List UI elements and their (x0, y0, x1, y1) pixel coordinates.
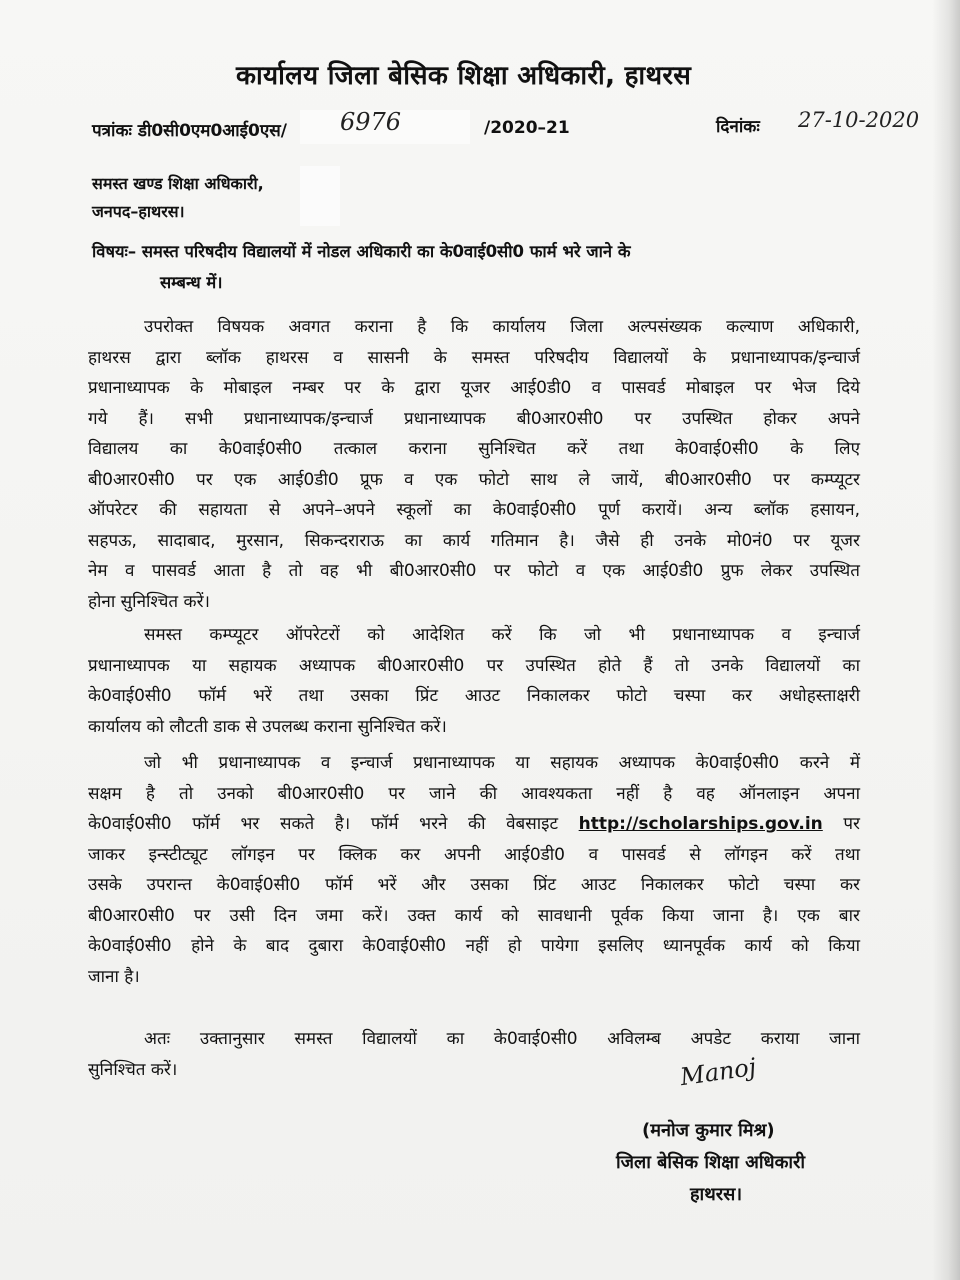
paragraph-1 (88, 312, 860, 617)
redaction-patch-2 (300, 166, 340, 226)
subject-line-2: सम्बन्ध में। (160, 273, 223, 292)
paragraph-line: अतः उक्तानुसार समस्त विद्यालयों का के0वाई0सी0 अविलम्ब अपडेट कराया जाना (144, 1029, 860, 1049)
handwritten-signature: Manoj (678, 1052, 758, 1092)
signer-name: (मनोज कुमार मिश्र) (642, 1120, 775, 1141)
paragraph-line: समस्त कम्प्यूटर ऑपरेटरों को आदेशित करें कि जो भी प्रधानाध्यापक व इन्चार्ज (144, 625, 860, 645)
paragraph-text: के0वाई0सी0 फॉर्म भर सकते है। फॉर्म भरने की वेबसाइट (88, 814, 559, 834)
paragraph-line: प्रधानाध्यापक या सहायक अध्यापक बी0आर0सी0 पर उपस्थित होते हैं तो उनके विद्यालयों का (88, 655, 860, 676)
paragraph-line: जो भी प्रधानाध्यापक व इन्चार्ज प्रधानाध्यापक या सहायक अध्यापक के0वाई0सी0 करने में (144, 753, 860, 773)
paragraph-line: सक्षम है तो उनको बी0आर0सी0 पर जाने की आवश्यकता नहीं है वह ऑनलाइन अपना (88, 783, 860, 804)
paragraph-line: जाकर इन्स्टीट्यूट लॉगइन पर क्लिक कर अपनी आई0डी0 व पासवर्ड से लॉगइन करें तथा (88, 844, 860, 865)
reference-number-handwritten: 6976 (340, 108, 402, 136)
paragraph-line: सहपऊ, सादाबाद, मुरसान, सिकन्दराराऊ का कार्य गतिमान है। जैसे ही उनके मो0नं0 पर यूजर (88, 530, 860, 551)
paragraph-line: सुनिश्चित करें। (88, 1059, 178, 1080)
office-title: कार्यालय जिला बेसिक शिक्षा अधिकारी, हाथरस (236, 61, 692, 91)
paragraph-line: के0वाई0सी0 होने के बाद दुबारा के0वाई0सी0 नहीं हो पायेगा इसलिए ध्यानपूर्वक कार्य को किया (88, 936, 860, 956)
subject-line-1: विषयः– समस्त परिषदीय विद्यालयों में नोडल अधिकारी का के0वाई0सी0 फार्म भरे जाने के (92, 242, 631, 261)
paragraph-text: पर (843, 814, 860, 834)
paragraph-line: नेम व पासवर्ड आता है तो वह भी बी0आर0सी0 पर फोटो व एक आई0डी0 प्रुफ लेकर उपस्थित (88, 561, 860, 581)
scholarship-website-link[interactable]: http://scholarships.gov.in (578, 814, 823, 834)
reference-label: पत्रांकः डी0सी0एम0आई0एस/ (92, 121, 287, 141)
reference-year: /2020–21 (484, 118, 570, 138)
paragraph-line: विद्यालय का के0वाई0सी0 तत्काल कराना सुनिश्चित करें तथा के0वाई0सी0 के लिए (88, 439, 860, 459)
paragraph-line: के0वाई0सी0 फॉर्म भरें तथा उसका प्रिंट आउट निकालकर फोटो चस्पा कर अधोहस्ताक्षरी (88, 686, 860, 706)
paragraph-line: हाथरस द्वारा ब्लॉक हाथरस व सासनी के समस्त परिषदीय विद्यालयों के प्रधानाध्यापक/इन्चार्ज (88, 347, 860, 368)
paragraph-line-with-link (88, 809, 860, 840)
paragraph-line: गये हैं। सभी प्रधानाध्यापक/इन्चार्ज प्रधानाध्यापक बी0आर0सी0 पर उपस्थित होकर अपने (88, 408, 860, 429)
signer-district: हाथरस। (690, 1184, 743, 1205)
paragraph-line: होना सुनिश्चित करें। (88, 591, 210, 612)
paragraph-line: बी0आर0सी0 पर उसी दिन जमा करें। उक्त कार्य को सावधानी पूर्वक किया जाना है। एक बार (88, 905, 860, 926)
paragraph-line: उसके उपरान्त के0वाई0सी0 फॉर्म भरें और उसका प्रिंट आउट निकालकर फोटो चस्पा कर (88, 875, 860, 895)
paragraph-line: ऑपरेटर की सहायता से अपने–अपने स्कूलों का के0वाई0सी0 पूर्ण करायें। अन्य ब्लॉक हसायन, (88, 500, 860, 520)
paragraph-3 (88, 748, 860, 992)
paragraph-2 (88, 620, 860, 742)
paragraph-line: उपरोक्त विषयक अवगत कराना है कि कार्यालय जिला अल्पसंख्यक कल्याण अधिकारी, (144, 317, 860, 337)
signer-designation: जिला बेसिक शिक्षा अधिकारी (616, 1152, 806, 1173)
page-edge-shadow (932, 0, 960, 1280)
paragraph-line: बी0आर0सी0 पर एक आई0डी0 प्रूफ व एक फोटो साथ ले जायें, बी0आर0सी0 पर कम्प्यूटर (88, 469, 860, 490)
date-label: दिनांकः (716, 117, 760, 137)
paragraph-line: कार्यालय को लौटती डाक से उपलब्ध कराना सुनिश्चित करें। (88, 716, 447, 737)
paragraph-line: जाना है। (88, 966, 140, 987)
addressee-line-2: जनपद–हाथरस। (92, 202, 185, 221)
date-value-handwritten: 27-10-2020 (798, 108, 920, 132)
addressee-line-1: समस्त खण्ड शिक्षा अधिकारी, (92, 174, 264, 193)
paragraph-line: प्रधानाध्यापक के मोबाइल नम्बर पर के द्वारा यूजर आई0डी0 व पासवर्ड मोबाइल पर भेज दिये (88, 378, 860, 398)
